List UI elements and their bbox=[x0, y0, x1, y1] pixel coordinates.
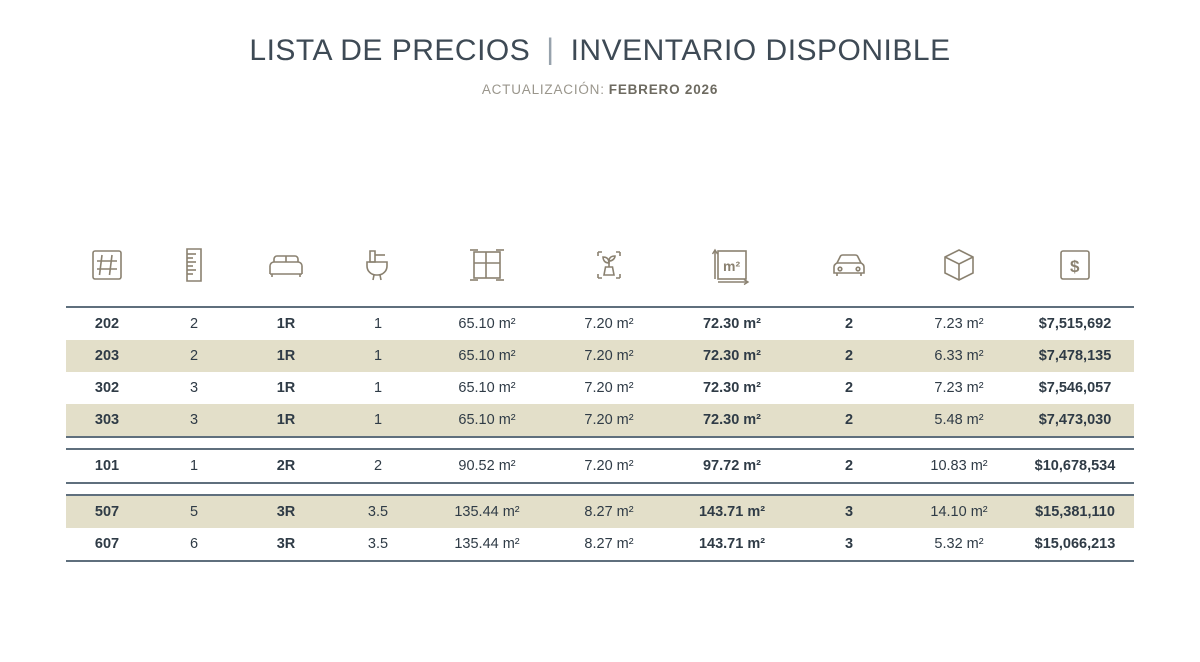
update-value: FEBRERO 2026 bbox=[608, 82, 719, 97]
cell-interior: 135.44 m² bbox=[454, 536, 520, 552]
cell-price: $7,473,030 bbox=[1016, 404, 1134, 436]
table-row bbox=[66, 450, 1134, 482]
cell-rooms: 1R bbox=[240, 404, 332, 436]
cell-terrace: 7.20 m² bbox=[584, 316, 634, 332]
column-header-rooms bbox=[240, 228, 332, 306]
cell-unit: 202 bbox=[94, 316, 120, 332]
table-bottom-rule bbox=[66, 560, 1134, 562]
page-header bbox=[0, 0, 1200, 97]
cell-baths: 3.5 bbox=[332, 496, 424, 528]
cell-unit: 507 bbox=[66, 496, 148, 528]
table-row bbox=[66, 340, 1134, 372]
cell-rooms: 1R bbox=[276, 380, 296, 396]
title-sub: INVENTARIO DISPONIBLE bbox=[570, 34, 951, 67]
plant-icon bbox=[586, 242, 632, 288]
table-row bbox=[66, 308, 1134, 340]
cell-price: $7,515,692 bbox=[1038, 316, 1112, 332]
cell-baths: 2 bbox=[373, 458, 383, 474]
cell-terrace: 7.20 m² bbox=[584, 458, 634, 474]
hash-icon bbox=[84, 242, 130, 288]
cell-parking: 2 bbox=[844, 380, 854, 396]
cell-unit: 302 bbox=[94, 380, 120, 396]
cell-price: $15,066,213 bbox=[1034, 536, 1116, 552]
cell-level: 6 bbox=[189, 536, 199, 552]
table-row bbox=[66, 372, 1134, 404]
cell-price: $15,381,110 bbox=[1016, 496, 1134, 528]
cell-terrace: 7.20 m² bbox=[550, 404, 668, 436]
cell-unit: 607 bbox=[94, 536, 120, 552]
cell-level: 3 bbox=[148, 404, 240, 436]
ruler-icon bbox=[171, 242, 217, 288]
page-title bbox=[0, 34, 1200, 68]
price-table bbox=[66, 228, 1134, 562]
cell-level: 3 bbox=[189, 380, 199, 396]
group-separator bbox=[66, 482, 1134, 496]
table-header-icons bbox=[66, 228, 1134, 306]
cell-terrace: 7.20 m² bbox=[584, 380, 634, 396]
cell-level: 1 bbox=[189, 458, 199, 474]
cell-interior: 65.10 m² bbox=[458, 316, 516, 332]
cell-parking: 2 bbox=[796, 404, 902, 436]
cell-storage: 6.33 m² bbox=[902, 340, 1016, 372]
car-icon bbox=[826, 242, 872, 288]
cell-unit: 303 bbox=[66, 404, 148, 436]
price-table-wrapper bbox=[66, 228, 1134, 562]
cell-rooms: 2R bbox=[276, 458, 296, 474]
cell-interior: 65.10 m² bbox=[424, 404, 550, 436]
update-label: ACTUALIZACIÓN: bbox=[481, 82, 605, 97]
cell-storage: 7.23 m² bbox=[934, 316, 984, 332]
column-header-terrace bbox=[550, 228, 668, 306]
cell-level: 2 bbox=[148, 340, 240, 372]
column-header-storage bbox=[902, 228, 1016, 306]
table-row bbox=[66, 496, 1134, 528]
cell-storage: 14.10 m² bbox=[902, 496, 1016, 528]
cell-total: 72.30 m² bbox=[668, 404, 796, 436]
cell-unit: 101 bbox=[94, 458, 120, 474]
cell-parking: 2 bbox=[844, 458, 854, 474]
cell-baths: 1 bbox=[332, 340, 424, 372]
floorplan-icon bbox=[464, 242, 510, 288]
cell-parking: 2 bbox=[796, 340, 902, 372]
bed-icon bbox=[263, 242, 309, 288]
cell-parking: 2 bbox=[844, 316, 854, 332]
cell-rooms: 3R bbox=[240, 496, 332, 528]
cell-total: 97.72 m² bbox=[702, 458, 762, 474]
cell-total: 72.30 m² bbox=[702, 316, 762, 332]
cell-interior: 65.10 m² bbox=[458, 380, 516, 396]
cell-terrace: 7.20 m² bbox=[550, 340, 668, 372]
column-header-total bbox=[668, 228, 796, 306]
cell-baths: 1 bbox=[373, 380, 383, 396]
cell-storage: 5.32 m² bbox=[934, 536, 984, 552]
cell-interior: 90.52 m² bbox=[458, 458, 516, 474]
svg-text:$: $ bbox=[1070, 256, 1080, 276]
price-table-body bbox=[66, 306, 1134, 562]
column-header-price bbox=[1016, 228, 1134, 306]
cell-interior: 135.44 m² bbox=[424, 496, 550, 528]
svg-text:m²: m² bbox=[723, 257, 741, 274]
cell-storage: 7.23 m² bbox=[934, 380, 984, 396]
square-meters-icon bbox=[709, 242, 755, 288]
cell-baths: 3.5 bbox=[367, 536, 389, 552]
cell-parking: 3 bbox=[796, 496, 902, 528]
cell-price: $7,546,057 bbox=[1038, 380, 1112, 396]
cell-rooms: 3R bbox=[276, 536, 296, 552]
table-row bbox=[66, 404, 1134, 436]
dollar-icon bbox=[1052, 242, 1098, 288]
cell-total: 143.71 m² bbox=[668, 496, 796, 528]
cell-level: 5 bbox=[148, 496, 240, 528]
column-header-unit bbox=[66, 228, 148, 306]
cell-total: 72.30 m² bbox=[702, 380, 762, 396]
cell-baths: 1 bbox=[332, 404, 424, 436]
group-separator bbox=[66, 436, 1134, 450]
toilet-icon bbox=[355, 242, 401, 288]
cell-storage: 10.83 m² bbox=[930, 458, 988, 474]
column-header-parking bbox=[796, 228, 902, 306]
cell-total: 72.30 m² bbox=[668, 340, 796, 372]
cell-parking: 3 bbox=[844, 536, 854, 552]
column-header-interior bbox=[424, 228, 550, 306]
cell-total: 143.71 m² bbox=[698, 536, 766, 552]
box-icon bbox=[936, 242, 982, 288]
table-row bbox=[66, 528, 1134, 560]
cell-rooms: 1R bbox=[276, 316, 296, 332]
cell-interior: 65.10 m² bbox=[424, 340, 550, 372]
cell-unit: 203 bbox=[66, 340, 148, 372]
column-header-baths bbox=[332, 228, 424, 306]
cell-price: $7,478,135 bbox=[1016, 340, 1134, 372]
cell-rooms: 1R bbox=[240, 340, 332, 372]
cell-baths: 1 bbox=[373, 316, 383, 332]
column-header-level bbox=[148, 228, 240, 306]
title-separator: | bbox=[546, 33, 555, 66]
cell-level: 2 bbox=[189, 316, 199, 332]
cell-storage: 5.48 m² bbox=[902, 404, 1016, 436]
update-line bbox=[0, 82, 1200, 97]
cell-terrace: 8.27 m² bbox=[584, 536, 634, 552]
title-main: LISTA DE PRECIOS bbox=[249, 34, 531, 67]
cell-price: $10,678,534 bbox=[1034, 458, 1116, 474]
cell-terrace: 8.27 m² bbox=[550, 496, 668, 528]
